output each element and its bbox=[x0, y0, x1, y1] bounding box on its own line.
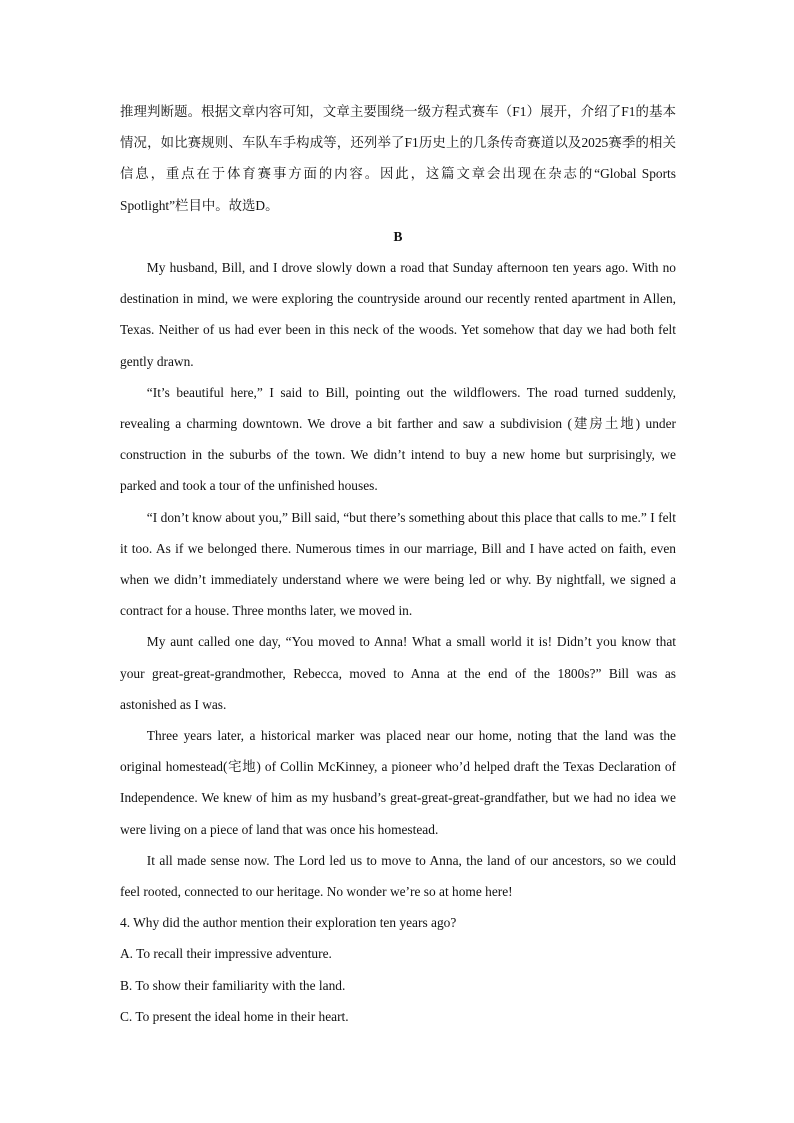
passage-paragraph-6: It all made sense now. The Lord led us to move to Anna, the land of our ancestors, so we could feel rooted, connected to our heritage. No wonder we’re so at home here! bbox=[120, 852, 676, 900]
passage-paragraph-5: Three years later, a historical marker was placed near our home, noting that the land was the original homestead(宅地) of Collin McKinney, a pioneer who’d helped draft the Texas Declaration of Independence. We knew of him as my husband’s great-great-great-grandfather, but we had no idea we were living on a piece of land that was once his homestead. bbox=[120, 728, 676, 837]
option-a: A. To recall their impressive adventure. bbox=[120, 946, 332, 962]
section-heading: B bbox=[393, 228, 403, 244]
passage-paragraph-2: “It’s beautiful here,” I said to Bill, pointing out the wildflowers. The road turned suddenly, revealing a charming downtown. We drove a bit farther and saw a subdivision (建房土地) under construction in the suburbs of the town. We didn’t intend to buy a new home but surprisingly, we parked and took a tour of the unfinished houses. bbox=[120, 384, 676, 494]
passage-paragraph-4: My aunt called one day, “You moved to Anna! What a small world it is! Didn’t you know that your great-great-grandmother, Rebecca, moved to Anna at the end of the 1800s?” Bill was as astonished as I was. bbox=[120, 634, 676, 712]
option-b: B. To show their familiarity with the land. bbox=[120, 977, 346, 993]
passage-paragraph-1: My husband, Bill, and I drove slowly down a road that Sunday afternoon ten years ago. With no destination in mind, we were exploring the countryside around our recently rented apartment in Allen, Texas. Neither of us had ever been in this neck of the woods. Yet somehow that day we had both felt gently drawn. bbox=[120, 260, 676, 369]
passage-paragraph-3: “I don’t know about you,” Bill said, “but there’s something about this place that calls to me.” I felt it too. As if we belonged there. Numerous times in our marriage, Bill and I have acted on faith, even when we didn’t immediately understand where we were being led or why. By nightfall, we signed a contract for a house. Three months later, we moved in. bbox=[120, 509, 676, 619]
question-stem: 4. Why did the author mention their exploration ten years ago? bbox=[120, 915, 457, 931]
answer-explanation: 推理判断题。根据文章内容可知，文章主要围绕一级方程式赛车（F1）展开，介绍了F1的基本情况，如比赛规则、车队车手构成等，还列举了F1历史上的几条传奇赛道以及2025赛季的相关信息，重点在于体育赛事方面的内容。因此，这篇文章会出现在杂志的“Global Sports Spotlight”栏目中。故选D。 bbox=[120, 104, 676, 213]
document-page bbox=[120, 96, 676, 1032]
option-c: C. To present the ideal home in their heart. bbox=[120, 1008, 349, 1024]
